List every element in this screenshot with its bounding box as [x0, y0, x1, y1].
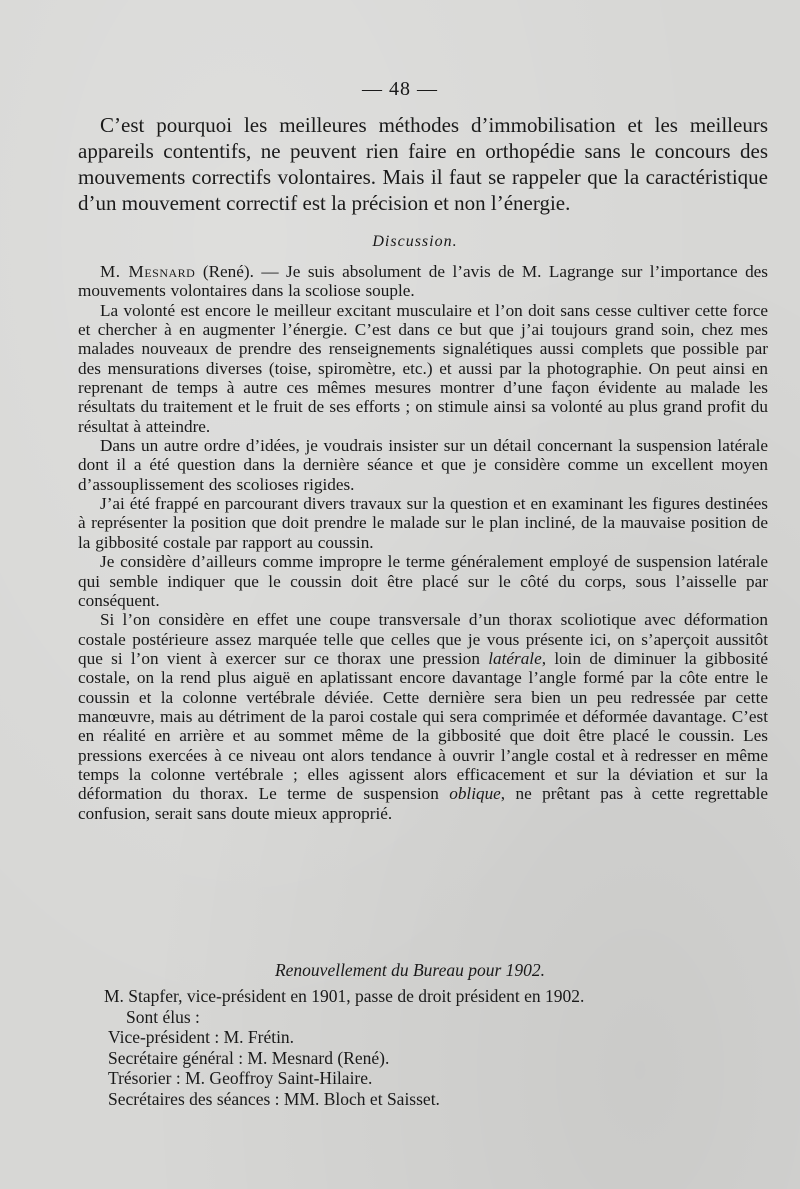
lead-paragraph: C’est pourquoi les meilleures méthodes d’immobilisation et les meilleurs appareils contentifs, ne peuvent rien faire en orthopédie sans le concours des mouvements correctifs volontaires. Mais il faut se rappeler que la caractéristique d’un mouvement correctif est la précision et non l’énergie.: [78, 113, 768, 215]
page-number: — 48 —: [362, 78, 438, 100]
discussion-paragraph-3: Dans un autre ordre d’idées, je voudrais insister sur un détail concernant la suspension latérale dont il a été question dans la dernière séance et que je considère comme un excellent moyen d’assouplissement des scolioses rigides.: [78, 436, 768, 494]
discussion-paragraph-6: [78, 610, 768, 823]
discussion-paragraph-5: Je considère d’ailleurs comme impropre le terme généralement employé de suspension latérale qui semble indiquer que le coussin doit être placé sur le côté du corps, sous l’aisselle par conséquent.: [78, 552, 768, 610]
bureau-list: [78, 986, 768, 1109]
bureau-role-general-secretary: Secrétaire général : M. Mesnard (René).: [108, 1047, 390, 1068]
discussion-paragraph-6-part-a: Si l’on considère en effet une coupe transversale d’un thorax scoliotique avec déformation costale postérieure assez marquée telle que celles que je vous présente ici, on s’aperçoit aussitôt que si l’on vient à exercer sur ce thorax une pression: [78, 610, 768, 668]
discussion-paragraph-6-part-b: , loin de diminuer la gibbosité costale, on la rend plus aiguë en aplatissant encore davantage l’angle formé par la côte entre le coussin et la colonne vertébrale déviée. Cette dernière sera bien un peu redressée par cette manœuvre, mais au détriment de la paroi costale qui sera comprimée et déformée davantage. C’est en réalité en arrière et au sommet même de la gibbosité que doit être placé le coussin. Les pressions exercées à ce niveau ont alors tendance à ouvrir l’angle costal et à redresser en même temps la colonne vertébrale ; elles agissent alors efficacement et sur la déviation et sur la déformation du thorax. Le terme de suspension: [78, 648, 768, 804]
bureau-role-vice-president: Vice-président : M. Frétin.: [108, 1027, 295, 1047]
lead-paragraph-block: [78, 112, 768, 216]
bureau-role-treasurer: Trésorier : M. Geoffroy Saint-Hilaire.: [108, 1068, 373, 1088]
bureau-role-session-secretaries: Secrétaires des séances : MM. Bloch et Saisset.: [108, 1088, 440, 1109]
discussion-heading: Discussion.: [372, 233, 458, 250]
emphasis-oblique: oblique: [449, 784, 501, 804]
discussion-paragraph-6-part-c: , ne prêtant pas à cette regrettable confusion, serait sans doute mieux approprié.: [78, 784, 768, 823]
emphasis-laterale: latérale: [488, 648, 542, 668]
discussion-paragraph-4: J’ai été frappé en parcourant divers travaux sur la question et en examinant les figures destinées à représenter la position que doit prendre le malade sur le plan incliné, de la mauvaise position de la gibbosité costale par rapport au coussin.: [78, 494, 768, 552]
discussion-paragraph-1-text: (René). — Je suis absolument de l’avis de M. Lagrange sur l’importance des mouvements volontaires dans la scoliose souple.: [78, 262, 768, 301]
discussion-body: [78, 262, 768, 823]
discussion-paragraph-1: [78, 262, 768, 301]
renewal-heading: Renouvellement du Bureau pour 1902.: [274, 960, 546, 980]
bureau-elected-label: Sont élus :: [126, 1006, 200, 1027]
speaker-name: M. Mesnard: [100, 262, 196, 281]
bureau-intro: M. Stapfer, vice-président en 1901, passe de droit président en 1902.: [104, 986, 585, 1006]
discussion-paragraph-2: La volonté est encore le meilleur excitant musculaire et l’on doit sans cesse cultiver cette force et chercher à en augmenter l’énergie. C’est dans ce but que j’ai toujours grand soin, chez mes malades nouveaux de prendre des renseignements signalétiques aussi complets que possible par des mensurations diverses (toise, spiromètre, etc.) et aussi par la photographie. On peut ainsi en reprenant de temps à autre ces mêmes mesures montrer d’une façon évidente au malade les résultats du traitement et le fruit de ses efforts ; on stimule ainsi sa volonté au plus grand profit du résultat à atteindre.: [78, 300, 768, 436]
